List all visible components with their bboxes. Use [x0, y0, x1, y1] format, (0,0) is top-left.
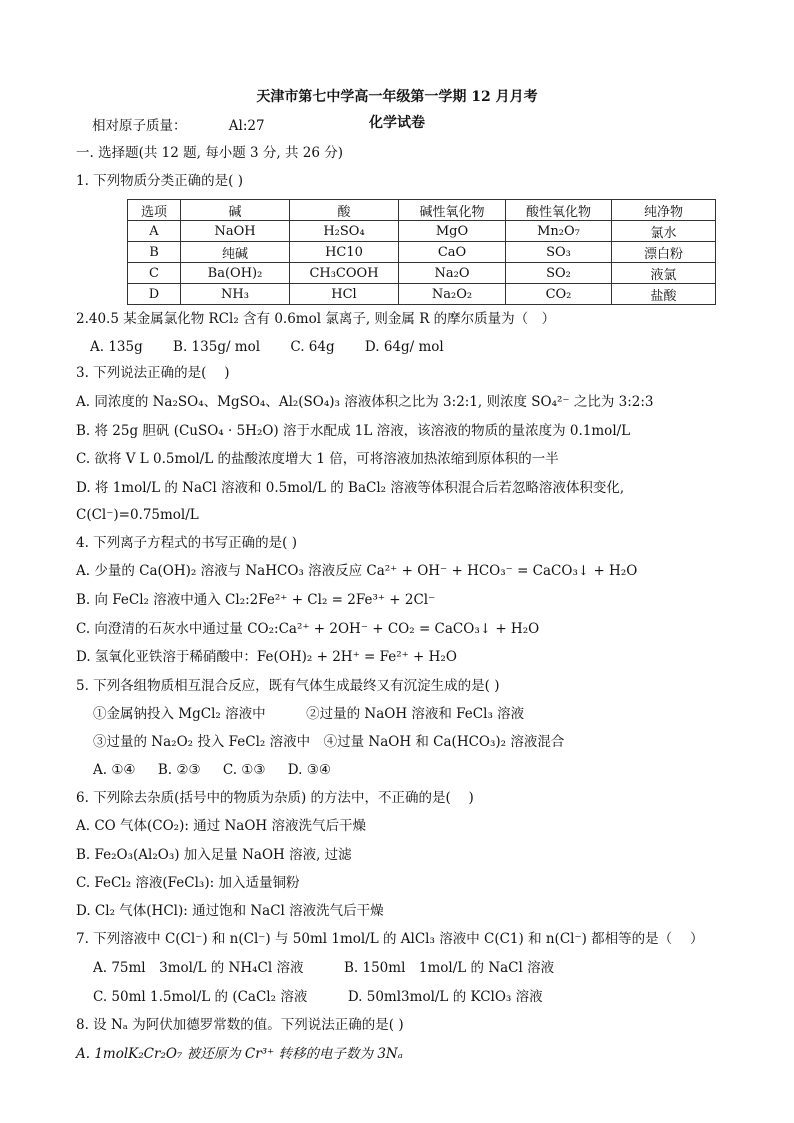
q2-option-d: D. 64g/ mol [364, 339, 444, 355]
table-cell: 盐酸 [612, 284, 716, 305]
table-cell: 纯碱 [181, 242, 290, 263]
q8-option-a: A. 1molK₂Cr₂O₇ 被还原为 Cr³⁺ 转移的电子数为 3Nₐ [76, 1046, 403, 1062]
page-subtitle: 化学试卷 [369, 115, 425, 131]
classification-table [127, 199, 716, 305]
table-cell: 液氯 [612, 263, 716, 284]
q6-option-d: D. Cl₂ 气体(HCl): 通过饱和 NaCl 溶液洗气后干燥 [76, 903, 384, 919]
q4-option-d: D. 氢氧化亚铁溶于稀硝酸中：Fe(OH)₂ + 2H⁺ = Fe²⁺ + H₂O [76, 649, 457, 665]
section-heading: 一. 选择题(共 12 题, 每小题 3 分, 共 26 分) [76, 145, 343, 161]
table-cell: Na₂O [399, 263, 506, 284]
q5-items-line2: ③过量的 Na₂O₂ 投入 FeCl₂ 溶液中 ④过量 NaOH 和 Ca(HCO₃)₂ 溶液混合 [93, 734, 565, 750]
table-cell: Na₂O₂ [399, 284, 506, 305]
q5-option-a: A. ①④ [93, 762, 136, 778]
q4-stem: 4. 下列离子方程式的书写正确的是( ) [76, 535, 297, 551]
q1-stem: 1. 下列物质分类正确的是( ) [76, 173, 243, 189]
table-row [128, 284, 716, 305]
table-cell: 氯水 [612, 221, 716, 242]
q2-stem: 2.40.5 某金属氯化物 RCl₂ 含有 0.6mol 氯离子, 则金属 R 的摩尔质量为（ ） [76, 311, 556, 327]
q4-option-c: C. 向澄清的石灰水中通过量 CO₂:Ca²⁺ + 2OH⁻ + CO₂ = CaCO₃↓ + H₂O [76, 621, 540, 637]
table-header-cell: 酸性氧化物 [506, 200, 612, 221]
table-cell: B [128, 242, 181, 263]
table-cell: HCl [290, 284, 399, 305]
table-cell: SO₂ [506, 263, 612, 284]
table-row [128, 263, 716, 284]
q6-option-b: B. Fe₂O₃(Al₂O₃) 加入足量 NaOH 溶液, 过滤 [76, 847, 352, 863]
atomic-mass-label: 相对原子质量： [92, 118, 187, 134]
table-header-row [128, 200, 716, 221]
table-cell: NH₃ [181, 284, 290, 305]
table-header-cell: 纯净物 [612, 200, 716, 221]
q7-options-ab: A. 75ml 3mol/L 的 NH₄Cl 溶液 B. 150ml 1mol/L 的 NaCl 溶液 [93, 960, 555, 976]
q7-options-cd: C. 50ml 1.5mol/L 的 (CaCl₂ 溶液 D. 50ml3mol/L 的 KClO₃ 溶液 [93, 989, 543, 1005]
q2-options [90, 338, 470, 356]
q5-option-b: B. ②③ [157, 762, 201, 778]
q5-options [93, 761, 349, 779]
table-header-cell: 选项 [128, 200, 181, 221]
table-cell: CO₂ [506, 284, 612, 305]
table-cell: MgO [399, 221, 506, 242]
table-cell: H₂SO₄ [290, 221, 399, 242]
atomic-mass-line [92, 117, 265, 135]
table-cell: CH₃COOH [290, 263, 399, 284]
q6-option-a: A. CO 气体(CO₂): 通过 NaOH 溶液洗气后干燥 [76, 818, 366, 834]
q6-stem: 6. 下列除去杂质(括号中的物质为杂质) 的方法中，不正确的是( ) [76, 790, 474, 806]
q8-stem: 8. 设 Nₐ 为阿伏加德罗常数的值。下列说法正确的是( ) [76, 1017, 404, 1033]
table-cell: Ba(OH)₂ [181, 263, 290, 284]
q3-option-d: D. 将 1mol/L 的 NaCl 溶液和 0.5mol/L 的 BaCl₂ 溶液等体积混合后若忽略溶液体积变化, [76, 480, 625, 496]
table-cell: Mn₂O₇ [506, 221, 612, 242]
q7-stem: 7. 下列溶液中 C(Cl⁻) 和 n(Cl⁻) 与 50ml 1mol/L 的 AlCl₃ 溶液中 C(C1) 和 n(Cl⁻) 都相等的是（ ） [76, 931, 704, 947]
table-row [128, 221, 716, 242]
q3-option-d-cont: C(Cl⁻)=0.75mol/L [76, 507, 199, 523]
table-cell: 漂白粉 [612, 242, 716, 263]
q5-option-c: C. ①③ [222, 762, 266, 778]
q3-option-b: B. 将 25g 胆矾 (CuSO₄ · 5H₂O) 溶于水配成 1L 溶液，该溶液的物质的量浓度为 0.1mol/L [76, 423, 631, 439]
q5-stem: 5. 下列各组物质相互混合反应，既有气体生成最终又有沉淀生成的是( ) [76, 678, 500, 694]
q4-option-a: A. 少量的 Ca(OH)₂ 溶液与 NaHCO₃ 溶液反应 Ca²⁺ + OH⁻ + HCO₃⁻ = CaCO₃↓ + H₂O [76, 563, 638, 579]
table-row [128, 242, 716, 263]
q3-stem: 3. 下列说法正确的是( ) [76, 365, 230, 381]
table-header-cell: 碱 [181, 200, 290, 221]
q3-option-c: C. 欲将 V L 0.5mol/L 的盐酸浓度增大 1 倍，可将溶液加热浓缩到原体积的一半 [76, 451, 559, 467]
table-cell: HC10 [290, 242, 399, 263]
q4-option-b: B. 向 FeCl₂ 溶液中通入 Cl₂:2Fe²⁺ + Cl₂ = 2Fe³⁺ + 2Cl⁻ [76, 592, 436, 608]
table-header-cell: 碱性氧化物 [399, 200, 506, 221]
table-cell: D [128, 284, 181, 305]
table-cell: SO₃ [506, 242, 612, 263]
q6-option-c: C. FeCl₂ 溶液(FeCl₃): 加入适量铜粉 [76, 875, 300, 891]
q5-option-d: D. ③④ [287, 762, 331, 778]
table-cell: NaOH [181, 221, 290, 242]
table-cell: A [128, 221, 181, 242]
q2-option-c: C. 64g [290, 339, 335, 355]
q2-option-a: A. 135g [90, 339, 143, 355]
page-title: 天津市第七中学高一年级第一学期 12 月月考 [256, 89, 538, 105]
atomic-mass-value: Al:27 [228, 118, 265, 134]
q3-option-a: A. 同浓度的 Na₂SO₄、MgSO₄、Al₂(SO₄)₃ 溶液体积之比为 3:2:1, 则浓度 SO₄²⁻ 之比为 3:2:3 [76, 394, 654, 410]
table-cell: CaO [399, 242, 506, 263]
table-header-cell: 酸 [290, 200, 399, 221]
q5-items-line1: ①金属钠投入 MgCl₂ 溶液中 ②过量的 NaOH 溶液和 FeCl₃ 溶液 [93, 706, 525, 722]
q2-option-b: B. 135g/ mol [173, 339, 261, 355]
table-cell: C [128, 263, 181, 284]
